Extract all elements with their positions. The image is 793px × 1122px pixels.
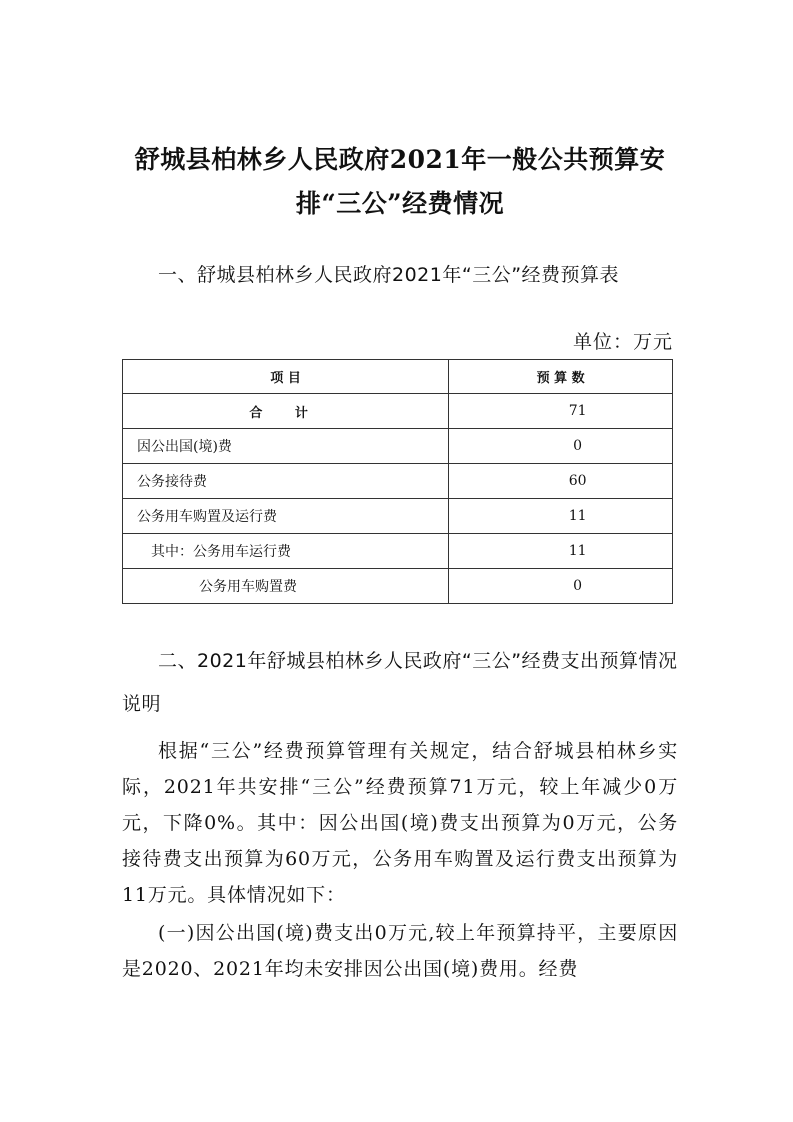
table-row <box>123 534 673 569</box>
header-item: 项 目 <box>123 360 449 394</box>
header-amount: 预 算 数 <box>449 360 673 394</box>
unit-label: 单位：万元 <box>572 331 673 353</box>
table-row <box>123 569 673 604</box>
row-label-overseas: 因公出国(境)费 <box>123 429 449 464</box>
document-title: 舒城县柏林乡人民政府2021年一般公共预算安排“三公”经费情况 <box>134 145 666 218</box>
row-value-vehicle-operation: 11 <box>449 534 673 569</box>
budget-table <box>122 359 673 604</box>
row-label-vehicle-purchase: 公务用车购置费 <box>123 569 449 604</box>
table-row <box>123 394 673 429</box>
table-row <box>123 429 673 464</box>
table-header-row <box>123 360 673 394</box>
section2-heading: 二、2021年舒城县柏林乡人民政府“三公”经费支出预算情况说明 <box>122 650 678 715</box>
body-paragraph-1: 根据“三公”经费预算管理有关规定，结合舒城县柏林乡实际，2021年共安排“三公”经费预算71万元，较上年减少0万元，下降0%。其中：因公出国(境)费支出预算为0万元，公务接待费支出预算为60万元，公务用车购置及运行费支出预算为11万元。具体情况如下： <box>122 740 678 906</box>
row-value-overseas: 0 <box>449 429 673 464</box>
row-value-total: 71 <box>449 394 673 429</box>
row-label-vehicle: 公务用车购置及运行费 <box>123 499 449 534</box>
table-row <box>123 464 673 499</box>
row-value-vehicle-purchase: 0 <box>449 569 673 604</box>
row-value-reception: 60 <box>449 464 673 499</box>
table-row <box>123 499 673 534</box>
row-label-vehicle-operation: 其中：公务用车运行费 <box>123 534 449 569</box>
row-label-reception: 公务接待费 <box>123 464 449 499</box>
row-label-total: 合 计 <box>123 394 449 429</box>
section1-heading: 一、舒城县柏林乡人民政府2021年“三公”经费预算表 <box>158 264 620 286</box>
body-paragraph-2: (一)因公出国(境)费支出0万元,较上年预算持平，主要原因是2020、2021年均未安排因公出国(境)费用。经费 <box>122 922 678 980</box>
row-value-vehicle: 11 <box>449 499 673 534</box>
